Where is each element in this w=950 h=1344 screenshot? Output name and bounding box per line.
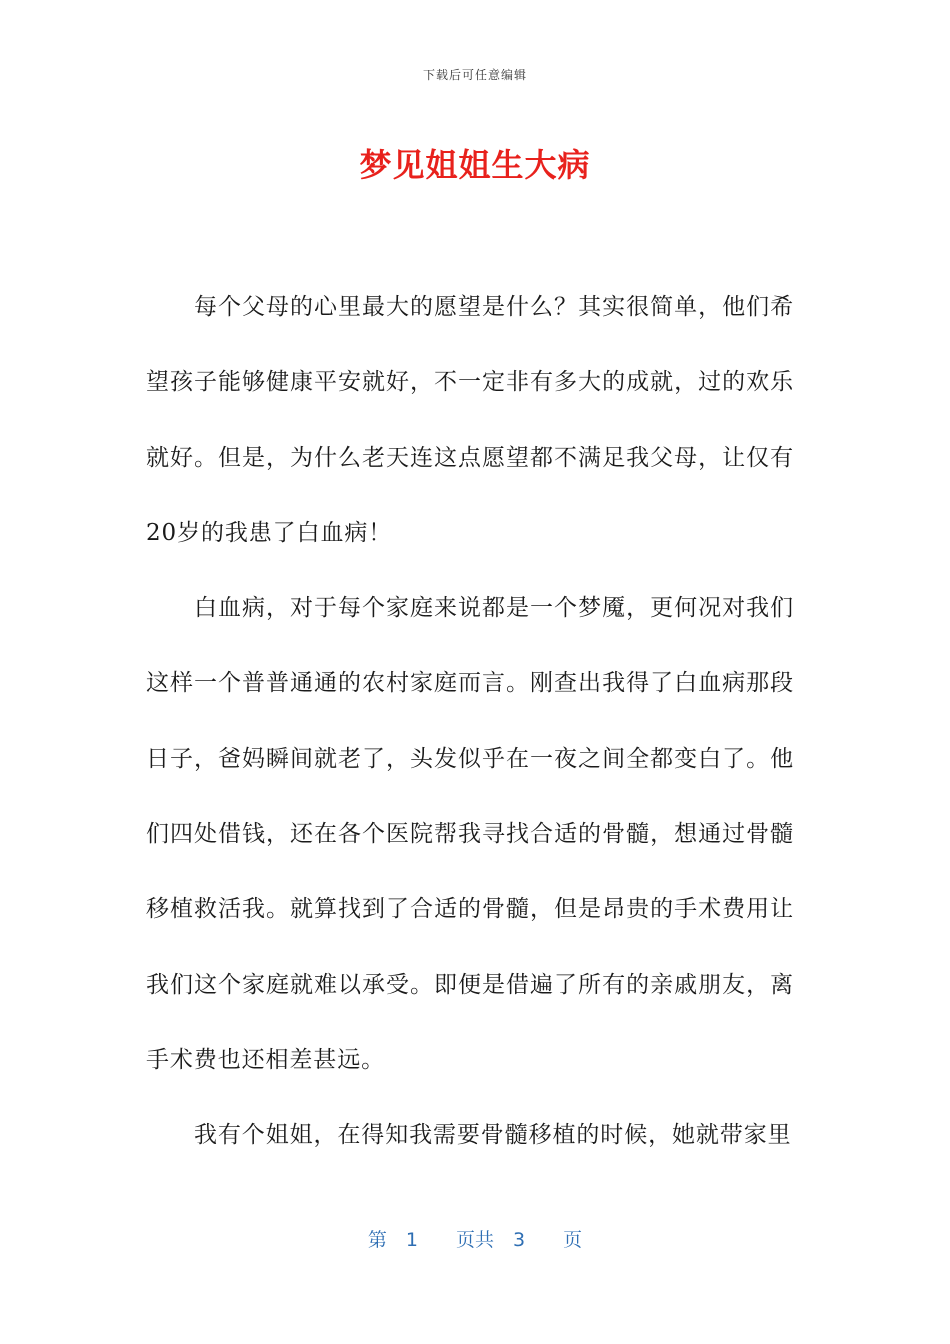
header-note: 下载后可任意编辑 xyxy=(422,68,527,82)
document-title: 梦见姐姐生大病 xyxy=(359,146,591,184)
paragraph-1: 每个父母的心里最大的愿望是什么？其实很简单，他们希望孩子能够健康平安就好，不一定非有多大的成就，过的欢乐就好。但是，为什么老天连这点愿望都不满足我父母，让仅有20岁的我患了白血病！ xyxy=(146,294,794,546)
paragraph-3: 我有个姐姐，在得知我需要骨髓移植的时候，她就带家里 xyxy=(194,1122,792,1149)
paragraph-2: 白血病，对于每个家庭来说都是一个梦魇，更何况对我们这样一个普普通通的农村家庭而言。刚查出我得了白血病那段日子，爸妈瞬间就老了，头发似乎在一夜之间全都变白了。他们四处借钱，还在各个医院帮我寻找合适的骨髓，想通过骨髓移植救活我。就算找到了合适的骨髓，但是昂贵的手术费用让我们这个家庭就难以承受。即便是借遍了所有的亲戚朋友，离手术费也还相差甚远。 xyxy=(146,595,794,1073)
document-body xyxy=(146,270,794,1174)
page-number-footer: 第 1 页共 3 页 xyxy=(367,1229,583,1251)
